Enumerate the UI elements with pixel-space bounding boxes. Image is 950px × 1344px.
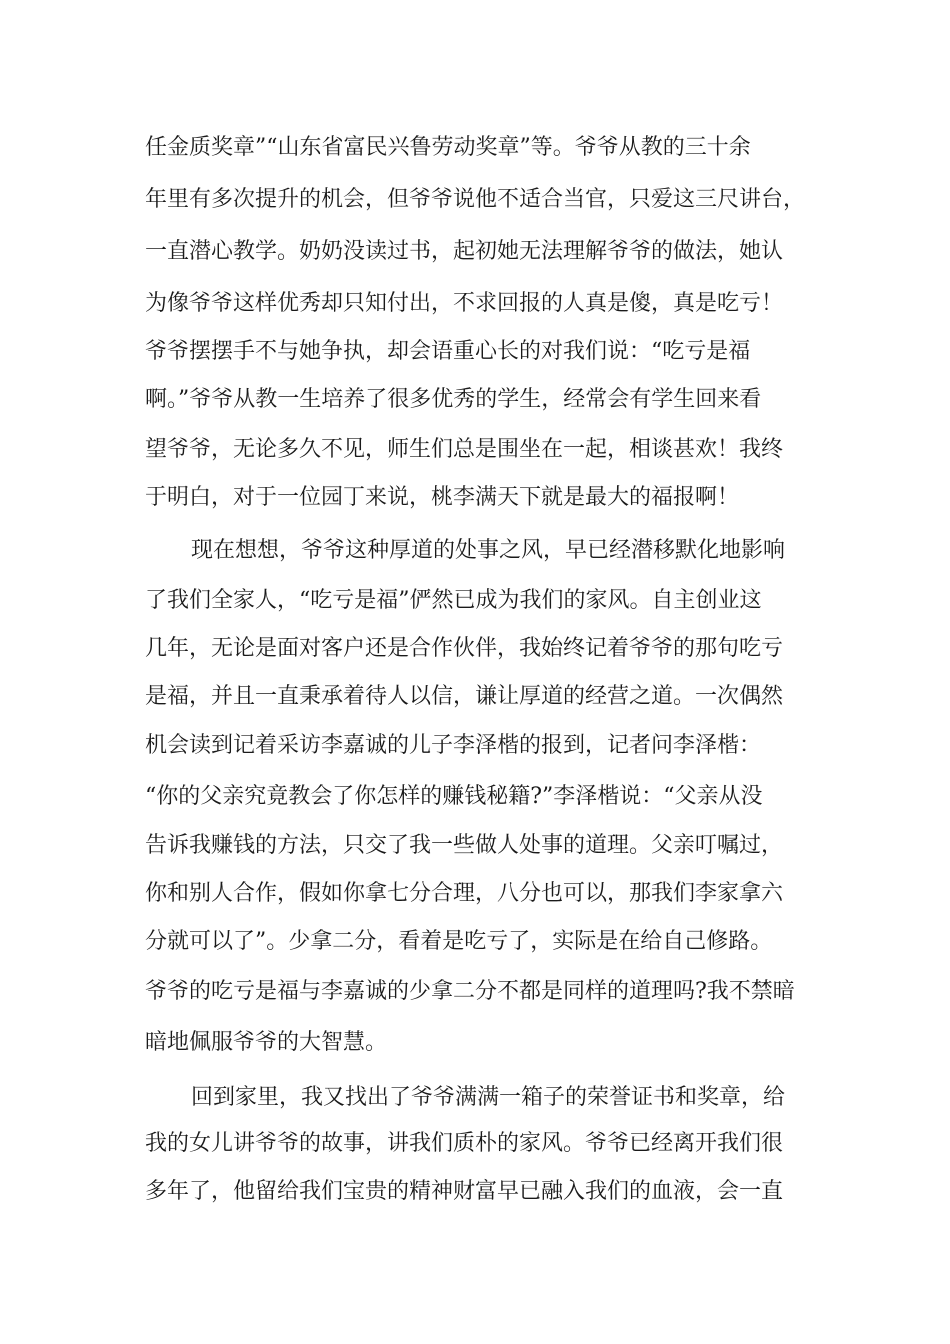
- text-line: 为像爷爷这样优秀却只知付出，不求回报的人真是傻，真是吃亏！: [145, 291, 784, 316]
- text-line: 爷爷的吃亏是福与李嘉诚的少拿二分不都是同样的道理吗?我不禁暗: [145, 979, 795, 1004]
- text-line: 机会读到记着采访李嘉诚的儿子李泽楷的报到，记者问李泽楷：: [145, 733, 762, 758]
- paragraph-first-line: 回到家里，我又找出了爷爷满满一箱子的荣誉证书和奖章，给: [191, 1085, 786, 1110]
- text-line: 分就可以了”。少拿二分，看着是吃亏了，实际是在给自己修路。: [145, 929, 773, 954]
- text-line: 你和别人合作，假如你拿七分合理，八分也可以，那我们李家拿六: [145, 881, 784, 906]
- text-line: 啊。”爷爷从教一生培养了很多优秀的学生，经常会有学生回来看: [145, 387, 762, 412]
- text-line: 多年了，他留给我们宝贵的精神财富早已融入我们的血液，会一直: [145, 1179, 784, 1204]
- text-line: 是福，并且一直秉承着待人以信，谦让厚道的经营之道。一次偶然: [145, 684, 784, 709]
- text-line: 了我们全家人，“吃亏是福”俨然已成为我们的家风。自主创业这: [145, 588, 762, 613]
- text-line: 于明白，对于一位园丁来说，桃李满天下就是最大的福报啊！: [145, 485, 740, 510]
- text-line: “你的父亲究竟教会了你怎样的赚钱秘籍?”李泽楷说：“父亲从没: [145, 784, 763, 809]
- text-line: 我的女儿讲爷爷的故事，讲我们质朴的家风。爷爷已经离开我们很: [145, 1131, 784, 1156]
- text-line: 望爷爷，无论多久不见，师生们总是围坐在一起，相谈甚欢！我终: [145, 437, 784, 462]
- text-line: 任金质奖章”“山东省富民兴鲁劳动奖章”等。爷爷从教的三十余: [145, 135, 751, 160]
- text-line: 几年，无论是面对客户还是合作伙伴，我始终记着爷爷的那句吃亏: [145, 636, 784, 661]
- text-line: 年里有多次提升的机会，但爷爷说他不适合当官，只爱这三尺讲台，: [145, 187, 806, 212]
- text-line: 一直潜心教学。奶奶没读过书，起初她无法理解爷爷的做法，她认: [145, 239, 784, 264]
- text-line: 爷爷摆摆手不与她争执，却会语重心长的对我们说：“吃亏是福: [145, 339, 751, 364]
- paragraph-first-line: 现在想想，爷爷这种厚道的处事之风，早已经潜移默化地影响: [191, 538, 786, 563]
- text-line: 暗地佩服爷爷的大智慧。: [145, 1030, 388, 1055]
- text-line: 告诉我赚钱的方法，只交了我一些做人处事的道理。父亲叮嘱过，: [145, 833, 784, 858]
